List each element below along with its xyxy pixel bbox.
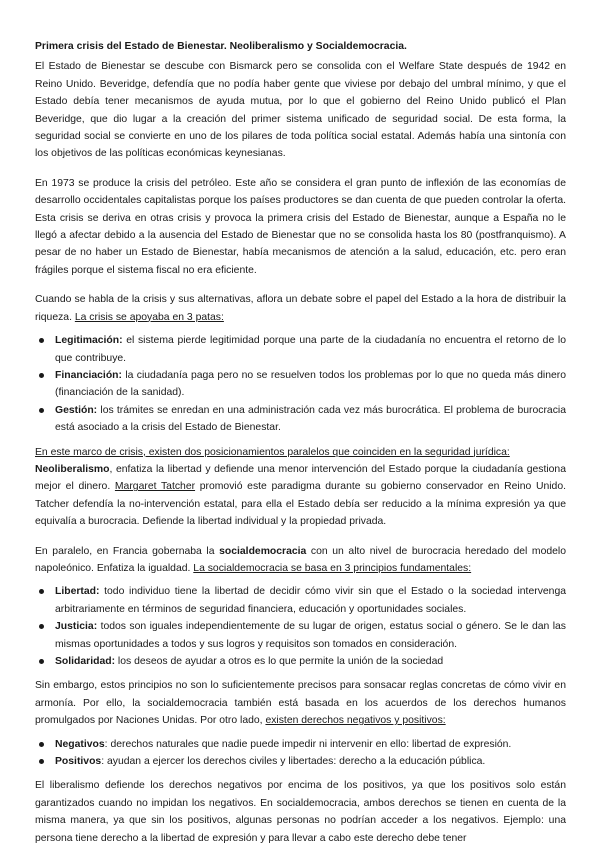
list-item	[35, 332, 566, 367]
paragraph-text: Sin embargo, estos principios no son lo suficientemente precisos para sonsacar reglas concretas de cómo vivir en armonía. Por ello, la socialdemocracia también está basada en los acuerdos de los derechos humanos promulgados por Naciones Unidas. Por otro lado,	[35, 680, 566, 727]
list-item-term: Libertad:	[55, 586, 100, 598]
paragraph-text: En paralelo, en Francia gobernaba la	[35, 545, 220, 557]
list-item-text: los deseos de ayudar a otros es lo que permite la unión de la sociedad	[115, 656, 444, 667]
list-item	[35, 583, 566, 618]
list-item-term: Gestión:	[55, 404, 98, 416]
bullet-icon	[39, 759, 44, 764]
crisis-pillars-list	[35, 332, 566, 436]
document-title: Primera crisis del Estado de Bienestar. Neoliberalismo y Socialdemocracia.	[35, 41, 407, 52]
list-item-text: : derechos naturales que nadie puede impedir ni intervenir en ello: libertad de expresión.	[104, 738, 512, 750]
list-item-term: Legitimación:	[55, 335, 123, 347]
list-item-term: Solidaridad:	[55, 656, 116, 667]
list-item-text: : ayudan a ejercer los derechos civiles y libertades: derecho a la educación pública.	[101, 756, 486, 768]
underlined-heading: La socialdemocracia se basa en 3 principios fundamentales:	[193, 562, 472, 574]
bullet-icon	[39, 742, 44, 747]
paragraph-rights	[35, 677, 566, 729]
underlined-heading: En este marco de crisis, existen dos posicionamientos paralelos que coinciden en la seguridad jurídica:	[35, 446, 510, 458]
list-item	[35, 618, 566, 653]
section-heading-positions	[35, 444, 566, 461]
bullet-icon	[39, 373, 44, 378]
list-item-text: todo individuo tiene la libertad de decidir cómo vivir sin que el Estado o la sociedad intervenga arbitrariamente en términos de seguridad financiera, educación y oportunidades sociales.	[55, 586, 566, 615]
paragraph-text: Cuando se habla de la crisis y sus alternativas, aflora un debate sobre el papel del Estado a la hora de distribuir la riqueza.	[35, 294, 566, 323]
principles-list	[35, 583, 566, 670]
underlined-heading: La crisis se apoyaba en 3 patas:	[74, 311, 224, 323]
list-item-term: Financiación:	[55, 369, 122, 381]
list-item-text: todos son iguales independientemente de su lugar de origen, estatus social o género. Se le dan las mismas oportunidades a todos y sus logros y requisitos son tomados en consideración.	[55, 621, 566, 650]
list-item-text: los trámites se enredan en una administración cada vez más burocrática. El problema de burocracia está asociado a la crisis del Estado de Bienestar.	[55, 404, 566, 434]
bullet-icon	[39, 338, 44, 343]
list-item-text: la ciudadanía paga pero no se resuelven todos los problemas por lo que no queda más dinero (financiación de la sanidad).	[55, 369, 566, 399]
paragraph-social-democracy	[35, 543, 566, 578]
term-social-democracy: socialdemocracia	[219, 545, 307, 557]
rights-list	[35, 736, 566, 771]
bullet-icon	[39, 589, 44, 594]
list-item-term: Positivos	[55, 756, 102, 768]
paragraph-crisis-debate	[35, 291, 566, 326]
paragraph-oil-crisis: En 1973 se produce la crisis del petróleo. Este año se considera el gran punto de inflexión de las economías de desarrollo occidentales capitalistas porque los países productores se dan cuenta de que pueden controlar la oferta. Esta crisis se deriva en otras crisis y provoca la primera crisis del Estado de Bienestar, aunque a España no le llegó a afectar debido a la ausencia del Estado de Bienestar que no se consolida hasta los 80 (postfranquismo). A pesar de no haber un Estado de Bienestar, había mecanismos de atención a la salud, educación, etc. pero eran frágiles porque el sistema fiscal no era eficiente.	[35, 177, 566, 276]
paragraph-liberalism-rights: El liberalismo defiende los derechos negativos por encima de los positivos, ya que los positivos solo están garantizados cuando no impidan los negativos. En socialdemocracia, ambos derechos se tienen en cuenta de la misma manera, ya que sin los positivos, algunas personas no podrían acceder a los negativos. Ejemplo: una persona tiene derecho a la libertad de expresión y para llevar a cabo este derecho debe tener	[35, 780, 566, 844]
bullet-icon	[39, 659, 44, 664]
person-name: Margaret Tatcher	[114, 481, 196, 493]
paragraph-neoliberalism	[35, 461, 566, 531]
list-item	[35, 402, 566, 437]
list-item-term: Negativos	[55, 738, 105, 750]
paragraph-welfare-state: El Estado de Bienestar se descube con Bismarck pero se consolida con el Welfare State después de 1942 en Reino Unido. Beveridge, defendía que no podía haber gente que viviese por debajo del umbral mínimo, y que el Estado debía tener mecanismos de ayuda mutua, por lo que el gobierno del Reino Unido publicó el Plan Beveridge, que dio lugar a la creación del primer sistema unificado de seguridad social. De esta forma, la seguridad social se convierte en uno de los pilares de toda política social estatal. Además había una sintonía con los objetivos de las políticas económicas keynesianas.	[35, 61, 566, 160]
paragraph-text: , enfatiza la libertad y defiende una menor intervención del Estado porque la ciudadanía gestiona mejor el dinero.	[35, 463, 566, 493]
list-item	[35, 653, 566, 670]
bullet-icon	[39, 624, 44, 629]
list-item	[35, 753, 566, 770]
list-item	[35, 736, 566, 753]
paragraph-text: promovió este paradigma durante su gobierno conservador en Reino Unido. Tatcher defendía la no-intervención estatal, para ella el Estado debía ser reducido a la mínima expresión ya que equivalía a burocracia. Defiende la libertad individual y la propiedad privada.	[35, 481, 566, 528]
term-neoliberalism: Neoliberalismo	[35, 463, 110, 475]
list-item	[35, 367, 566, 402]
list-item-term: Justicia:	[55, 621, 98, 633]
paragraph-text: con un alto nivel de burocracia heredado del modelo napoleónico. Enfatiza la igualdad.	[35, 545, 567, 574]
underlined-heading: existen derechos negativos y positivos:	[265, 715, 446, 727]
bullet-icon	[39, 408, 44, 413]
list-item-text: el sistema pierde legitimidad porque una parte de la ciudadanía no encuentra el retorno de lo que contribuye.	[55, 335, 566, 364]
